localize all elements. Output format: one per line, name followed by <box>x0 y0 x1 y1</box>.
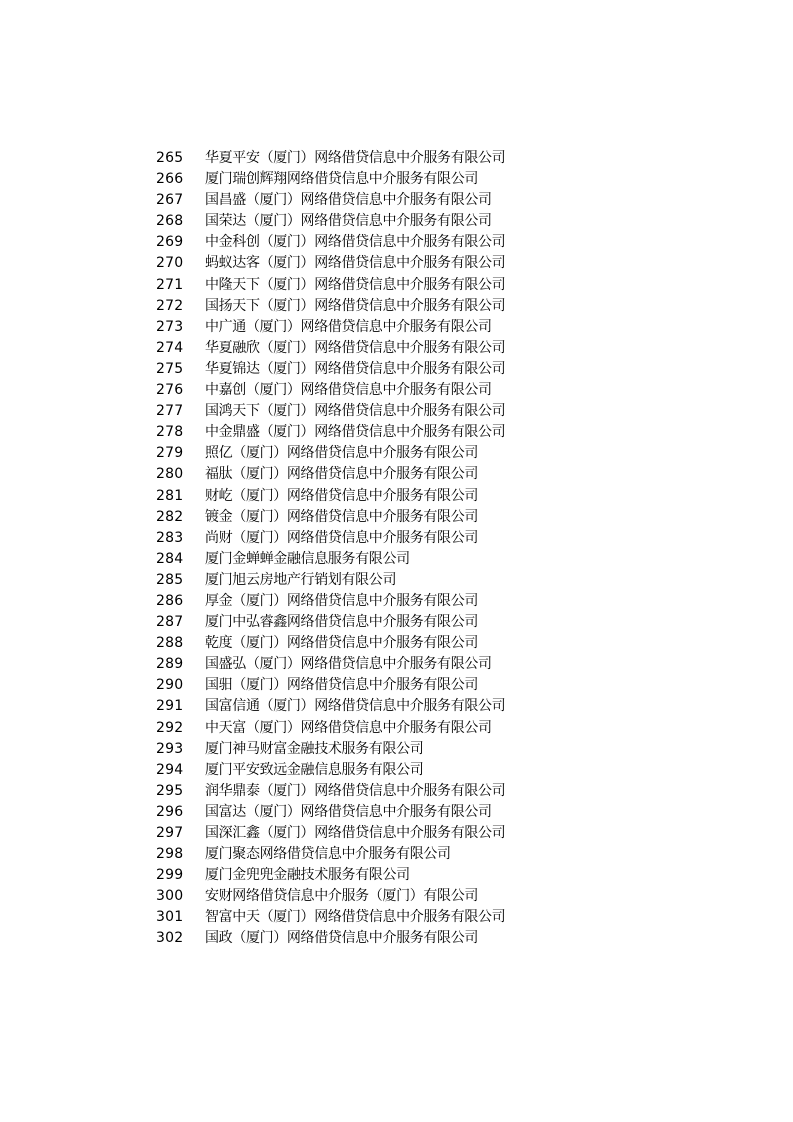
company-name: 厚金（厦门）网络借贷信息中介服务有限公司 <box>205 592 478 609</box>
list-item <box>156 675 716 696</box>
entry-number: 301 <box>156 909 184 926</box>
list-item <box>156 443 716 464</box>
company-name: 厦门中弘睿鑫网络借贷信息中介服务有限公司 <box>205 614 478 631</box>
entry-number: 283 <box>156 529 184 546</box>
entry-number: 278 <box>156 424 184 441</box>
entry-number: 281 <box>156 487 184 504</box>
list-item <box>156 760 716 781</box>
list-item <box>156 507 716 528</box>
list-item <box>156 886 716 907</box>
company-name: 润华鼎泰（厦门）网络借贷信息中介服务有限公司 <box>205 782 506 799</box>
list-item <box>156 823 716 844</box>
company-name: 国深汇鑫（厦门）网络借贷信息中介服务有限公司 <box>205 825 506 841</box>
entry-number: 296 <box>156 803 184 820</box>
company-name: 福肽（厦门）网络借贷信息中介服务有限公司 <box>205 466 478 483</box>
list-item <box>156 781 716 802</box>
entry-number: 298 <box>156 846 184 863</box>
list-item <box>156 380 716 401</box>
company-name: 智富中天（厦门）网络借贷信息中介服务有限公司 <box>205 909 506 926</box>
list-item <box>156 654 716 675</box>
company-name: 国富信通（厦门）网络借贷信息中介服务有限公司 <box>205 698 506 715</box>
entry-number: 288 <box>156 635 184 652</box>
company-name: 安财网络借贷信息中介服务（厦门）有限公司 <box>205 888 478 905</box>
company-name: 华夏平安（厦门）网络借贷信息中介服务有限公司 <box>205 150 506 166</box>
company-name: 中天富（厦门）网络借贷信息中介服务有限公司 <box>205 719 492 736</box>
company-name: 华夏锦达（厦门）网络借贷信息中介服务有限公司 <box>205 360 506 377</box>
list-item <box>156 739 716 760</box>
entry-number: 302 <box>156 930 184 947</box>
list-item <box>156 612 716 633</box>
company-name: 华夏融欣（厦门）网络借贷信息中介服务有限公司 <box>205 339 506 356</box>
entry-number: 290 <box>156 677 184 694</box>
company-name: 财屹（厦门）网络借贷信息中介服务有限公司 <box>205 487 478 504</box>
company-name: 照亿（厦门）网络借贷信息中介服务有限公司 <box>205 445 478 462</box>
company-name: 厦门旭云房地产行销划有限公司 <box>205 571 397 588</box>
company-name: 尚财（厦门）网络借贷信息中介服务有限公司 <box>205 529 478 546</box>
list-item <box>156 148 716 169</box>
list-item <box>156 528 716 549</box>
company-name: 厦门瑞创辉翔网络借贷信息中介服务有限公司 <box>205 171 478 188</box>
entry-number: 265 <box>156 150 184 166</box>
company-name: 国盛弘（厦门）网络借贷信息中介服务有限公司 <box>205 656 492 673</box>
entry-number: 272 <box>156 297 184 314</box>
company-name: 厦门金兜兜金融技术服务有限公司 <box>205 867 410 884</box>
entry-number: 266 <box>156 171 184 188</box>
list-item <box>156 338 716 359</box>
list-item <box>156 718 716 739</box>
entry-number: 276 <box>156 382 184 399</box>
list-item <box>156 591 716 612</box>
list-item <box>156 232 716 253</box>
company-name: 乾度（厦门）网络借贷信息中介服务有限公司 <box>205 635 478 652</box>
entry-number: 277 <box>156 403 184 420</box>
entry-number: 282 <box>156 508 184 525</box>
entry-number: 285 <box>156 571 184 588</box>
entry-number: 269 <box>156 234 184 251</box>
company-name: 国富达（厦门）网络借贷信息中介服务有限公司 <box>205 803 492 820</box>
list-item <box>156 844 716 865</box>
list-item <box>156 211 716 232</box>
entry-number: 293 <box>156 740 184 757</box>
company-name: 国鸿天下（厦门）网络借贷信息中介服务有限公司 <box>205 403 506 420</box>
entry-number: 289 <box>156 656 184 673</box>
company-name: 厦门金蝉蝉金融信息服务有限公司 <box>205 550 410 567</box>
list-item <box>156 275 716 296</box>
entry-number: 297 <box>156 825 184 841</box>
company-name: 国扬天下（厦门）网络借贷信息中介服务有限公司 <box>205 297 506 314</box>
company-name: 中金科创（厦门）网络借贷信息中介服务有限公司 <box>205 234 506 251</box>
company-name: 中隆天下（厦门）网络借贷信息中介服务有限公司 <box>205 276 506 293</box>
list-item <box>156 907 716 928</box>
list-item <box>156 169 716 190</box>
entry-number: 300 <box>156 888 184 905</box>
entry-number: 299 <box>156 867 184 884</box>
entry-number: 279 <box>156 445 184 462</box>
entry-number: 268 <box>156 213 184 230</box>
entry-number: 275 <box>156 360 184 377</box>
entry-number: 280 <box>156 466 184 483</box>
company-name: 国驲（厦门）网络借贷信息中介服务有限公司 <box>205 677 478 694</box>
entry-number: 295 <box>156 782 184 799</box>
entry-number: 274 <box>156 339 184 356</box>
list-item <box>156 317 716 338</box>
company-name: 中嘉创（厦门）网络借贷信息中介服务有限公司 <box>205 382 492 399</box>
company-name: 厦门平安致远金融信息服务有限公司 <box>205 761 424 778</box>
entry-number: 287 <box>156 614 184 631</box>
company-list <box>156 148 716 950</box>
list-item <box>156 296 716 317</box>
entry-number: 292 <box>156 719 184 736</box>
company-name: 国荣达（厦门）网络借贷信息中介服务有限公司 <box>205 213 492 230</box>
entry-number: 273 <box>156 318 184 335</box>
list-item <box>156 486 716 507</box>
entry-number: 270 <box>156 255 184 272</box>
list-item <box>156 422 716 443</box>
company-name: 中金鼎盛（厦门）网络借贷信息中介服务有限公司 <box>205 424 506 441</box>
company-name: 蚂蚁达客（厦门）网络借贷信息中介服务有限公司 <box>205 255 506 272</box>
list-item <box>156 865 716 886</box>
list-item <box>156 802 716 823</box>
list-item <box>156 928 716 949</box>
list-item <box>156 696 716 717</box>
company-name: 厦门聚态网络借贷信息中介服务有限公司 <box>205 846 451 863</box>
list-item <box>156 633 716 654</box>
entry-number: 294 <box>156 761 184 778</box>
list-item <box>156 190 716 211</box>
entry-number: 286 <box>156 592 184 609</box>
company-name: 国政（厦门）网络借贷信息中介服务有限公司 <box>205 930 478 947</box>
list-item <box>156 253 716 274</box>
entry-number: 267 <box>156 192 184 209</box>
list-item <box>156 464 716 485</box>
entry-number: 271 <box>156 276 184 293</box>
list-item <box>156 570 716 591</box>
list-item <box>156 359 716 380</box>
company-name: 中广通（厦门）网络借贷信息中介服务有限公司 <box>205 318 492 335</box>
list-item <box>156 401 716 422</box>
company-name: 国昌盛（厦门）网络借贷信息中介服务有限公司 <box>205 192 492 209</box>
company-name: 镀金（厦门）网络借贷信息中介服务有限公司 <box>205 508 478 525</box>
entry-number: 291 <box>156 698 184 715</box>
entry-number: 284 <box>156 550 184 567</box>
list-item <box>156 549 716 570</box>
company-name: 厦门神马财富金融技术服务有限公司 <box>205 740 424 757</box>
